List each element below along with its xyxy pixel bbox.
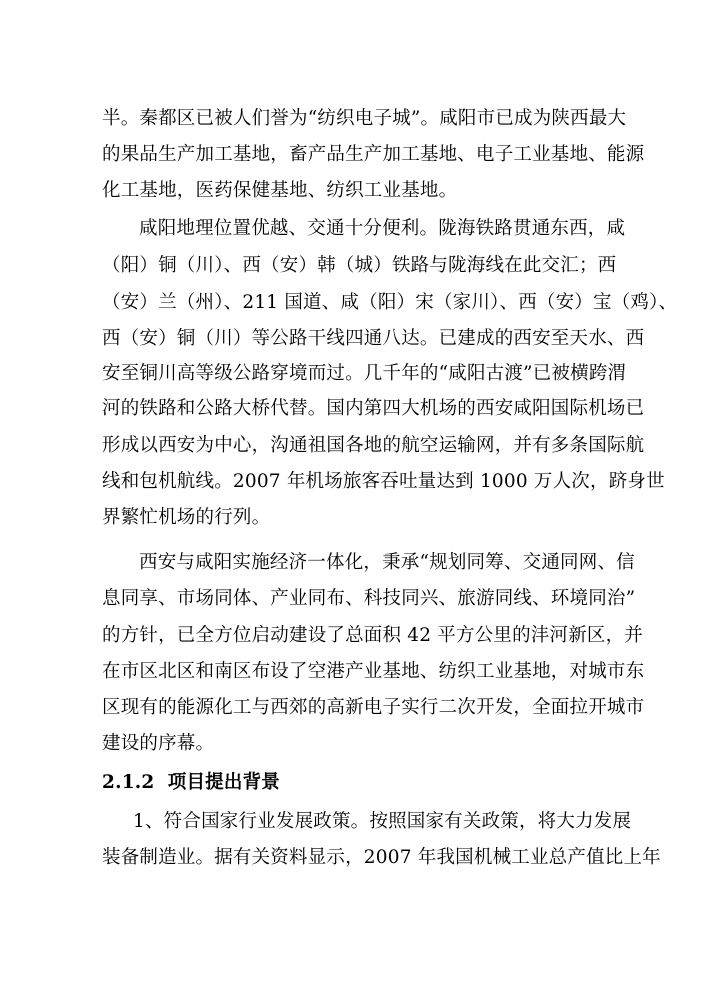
paragraph-3-line-1: 西安与咸阳实施经济一体化，秉承“规划同筹、交通同网、信: [139, 552, 635, 573]
paragraph-2-line-3: （安）兰（州）、211 国道、咸（阳）宋（家川）、西（安）宝（鸡）、: [102, 292, 678, 313]
paragraph-3-line-4: 在市区北区和南区布设了空港产业基地、纺织工业基地，对城市东: [102, 661, 645, 682]
paragraph-2-line-7: 形成以西安为中心，沟通祖国各地的航空运输网，并有多条国际航: [102, 435, 645, 456]
paragraph-4-line-1: 1、符合国家行业发展政策。按照国家有关政策，将大力发展: [133, 811, 632, 832]
paragraph-2-line-5: 安至铜川高等级公路穿境而过。几千年的“咸阳古渡”已被横跨渭: [102, 363, 627, 384]
paragraph-2-line-2: （阳）铜（川）、西（安）韩（城）铁路与陇海线在此交汇；西: [102, 255, 617, 276]
paragraph-2-line-8: 线和包机航线。2007 年机场旅客吞吐量达到 1000 万人次，跻身世: [102, 471, 665, 492]
paragraph-4-line-2: 装备制造业。据有关资料显示，2007 年我国机械工业总产值比上年: [102, 847, 661, 868]
paragraph-3-line-6: 建设的序幕。: [102, 733, 215, 754]
paragraph-2-line-6: 河的铁路和公路大桥代替。国内第四大机场的西安咸阳国际机场已: [102, 398, 645, 419]
paragraph-1-line-3: 化工基地，医药保健基地、纺织工业基地。: [102, 180, 458, 201]
paragraph-1-line-1: 半。秦都区已被人们誉为“纺织电子城”。咸阳市已成为陕西最大: [102, 108, 627, 129]
paragraph-2-line-9: 界繁忙机场的行列。: [102, 507, 271, 528]
paragraph-3-line-2: 息同享、市场同体、产业同布、科技同兴、旅游同线、环境同治”: [102, 588, 636, 609]
paragraph-3-line-3: 的方针，已全方位启动建设了总面积 42 平方公里的沣河新区，并: [102, 625, 644, 646]
paragraph-2-line-1: 咸阳地理位置优越、交通十分便利。陇海铁路贯通东西，咸: [139, 218, 626, 239]
paragraph-1-line-2: 的果品生产加工基地，畜产品生产加工基地、电子工业基地、能源: [102, 144, 645, 165]
paragraph-2-line-4: 西（安）铜（川）等公路干线四通八达。已建成的西安至天水、西: [102, 328, 645, 349]
paragraph-3-line-5: 区现有的能源化工与西郊的高新电子实行二次开发，全面拉开城市: [102, 697, 645, 718]
section-heading: 2.1.2 项目提出背景: [102, 772, 280, 793]
